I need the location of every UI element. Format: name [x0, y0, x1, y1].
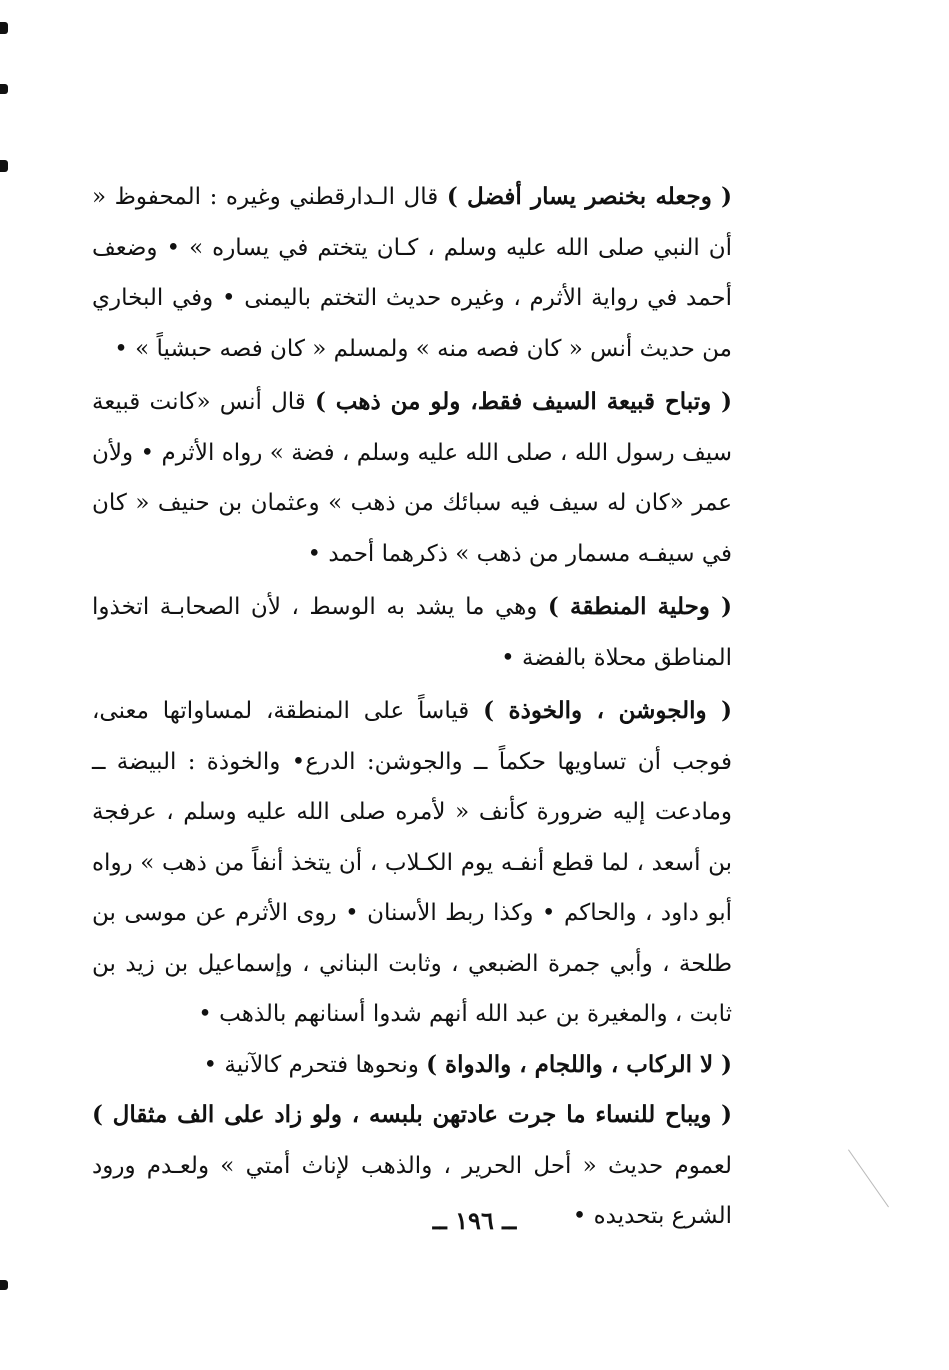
paragraph-ring-hand — [92, 172, 732, 374]
binding-mark — [0, 84, 8, 94]
paragraph-armor-helmet — [92, 686, 732, 1040]
paragraph-heading: ( ويباح للنساء ما جرت عادتهن بلبسه ، ولو زاد على الف مثقال ) — [92, 1101, 732, 1128]
paragraph-text: قياساً على المنطقة، لمساواتها معنى، فوجب أن تساويها حكماً ــ والجوشن: الدرع• والخوذة : البيضة ــ ومادعت إليه ضرورة كأنف « لأمره صلى الله عليه وسلم ، عرفجة بن أسعد ، لما قطع أنفـه يوم الكـلاب ، أن يتخذ أنفاً من ذهب » رواه أبو داود ، والحاكم • وكذا ربط الأسنان • روى الأثرم عن موسى بن طلحة ، وأبي جمرة الضبعي ، وثابت البناني ، وإسماعيل بن زيد بن ثابت ، والمغيرة بن عبد الله أنهم شدوا أسنانهم بالذهب • — [92, 698, 732, 1027]
paragraph-heading: ( وحلية المنطقة ) — [547, 593, 733, 620]
binding-mark — [0, 160, 8, 172]
paragraph-text: قال الـدارقطني وغيره : المحفوظ « أن النبي صلى الله عليه وسلم ، كـان يتختم في يساره » • وضعف أحمد في رواية الأثرم ، وغيره حديث التختم باليمنى • وفي البخاري من حديث أنس « كان فصه منه » ولمسلم « كان فصه حبشياً » • — [92, 184, 733, 362]
paragraph-belt — [92, 582, 732, 683]
paragraph-heading: ( لا الركاب ، واللجام ، والدواة ) — [426, 1050, 732, 1078]
paragraph-heading: ( والجوشن ، والخوذة ) — [483, 697, 732, 724]
page-number: ــ ١٩٦ ــ — [432, 1206, 517, 1235]
paragraph-text: قال أنس «كانت قبيعة سيف رسول الله ، صلى الله عليه وسلم ، فضة » رواه الأثرم • ولأن عمر «كان له سيف فيه سبائك من ذهب » وعثمان بن حنيف « كان في سيفـه مسمار من ذهب » ذكرهما أحمد • — [92, 389, 732, 567]
paragraph-text: لعموم حديث « أحل الحرير ، والذهب لإناث أمتي » ولعـدم ورود الشرع بتحديده • — [92, 1152, 732, 1229]
scan-artifact — [848, 1149, 889, 1207]
binding-mark — [0, 22, 8, 34]
paragraph-text: وهي ما يشد به الوسط ، لأن الصحابـة اتخذوا المناطق محلاة بالفضة • — [92, 594, 732, 671]
paragraph-stirrup-bridle — [92, 1040, 732, 1091]
paragraph-heading: ( وتباح قبيعة السيف فقط، ولو من ذهب ) — [315, 388, 733, 415]
body-text — [92, 172, 732, 1242]
paragraph-heading: ( وجعله بخنصر يسار أفضل ) — [446, 183, 732, 210]
paragraph-text: ونحوها فتحرم كالآنية • — [203, 1051, 427, 1078]
binding-mark — [0, 1280, 8, 1290]
paragraph-sword-hilt — [92, 377, 732, 579]
